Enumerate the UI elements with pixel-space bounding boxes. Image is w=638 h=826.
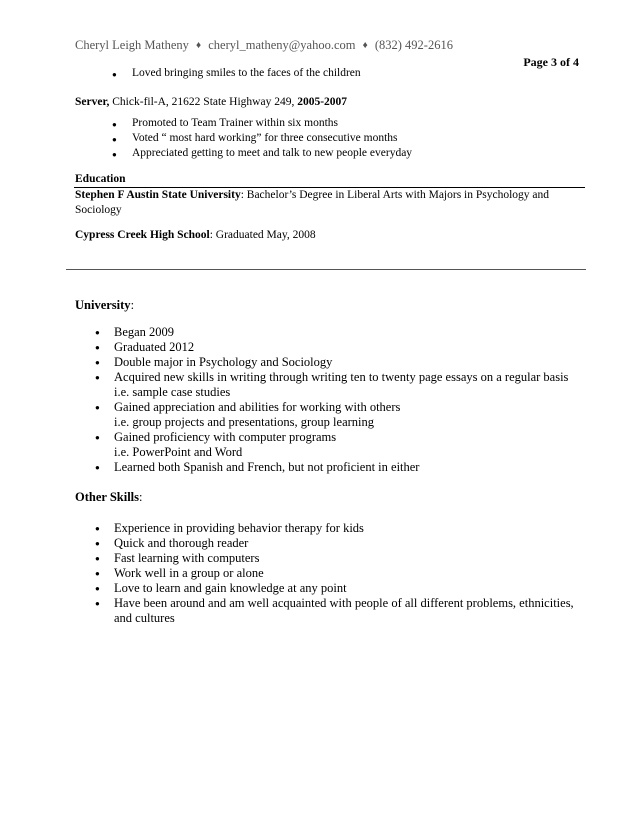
section-divider xyxy=(66,269,586,270)
header-name: Cheryl Leigh Matheny xyxy=(75,38,189,52)
server-bullet-list xyxy=(112,117,413,162)
education-divider xyxy=(74,187,585,188)
cypress-entry: Cypress Creek High School: Graduated May, 2008 xyxy=(75,229,316,241)
list-item: ● Learned both Spanish and French, but not proficient in either xyxy=(95,460,420,474)
list-item: ● Work well in a group or alone xyxy=(95,566,264,580)
bullet-icon: ● xyxy=(112,70,117,79)
list-item: ● Acquired new skills in writing through writing ten to twenty page essays on a regular basis i.e. sample case studies xyxy=(95,370,569,399)
university-bullet-list xyxy=(95,325,568,475)
diamond-separator-icon: ♦ xyxy=(196,40,202,51)
list-item: ● Quick and thorough reader xyxy=(95,536,249,550)
university-heading: University: xyxy=(75,298,135,312)
bullet-icon: ● xyxy=(95,524,100,533)
bullet-icon: ● xyxy=(95,539,100,548)
bullet-icon: ● xyxy=(112,150,117,159)
list-item: ● Promoted to Team Trainer within six months xyxy=(112,117,338,129)
list-item: ● Love to learn and gain knowledge at any point xyxy=(95,581,347,595)
list-item: ● Appreciated getting to meet and talk to new people everyday xyxy=(112,147,413,159)
bullet-icon: ● xyxy=(95,343,100,352)
school-name: Stephen F Austin State University xyxy=(75,189,241,201)
bullet-icon: ● xyxy=(112,120,117,129)
bullet-icon: ● xyxy=(95,328,100,337)
server-job-heading xyxy=(75,96,347,108)
bullet-icon: ● xyxy=(112,135,117,144)
sfa-entry-line1: Stephen F Austin State University: Bachelor’s Degree in Liberal Arts with Majors in Psychology and xyxy=(75,189,550,201)
intro-bullet-list xyxy=(112,67,361,82)
list-item: ● Began 2009 xyxy=(95,325,175,339)
bullet-icon: ● xyxy=(95,554,100,563)
bullet-icon: ● xyxy=(95,463,100,472)
other-skills-heading: Other Skills: xyxy=(75,490,143,504)
job-dates: 2005-2007 xyxy=(297,96,348,108)
page-header xyxy=(75,38,453,53)
school-name: Cypress Creek High School xyxy=(75,229,210,241)
job-employer: Chick-fil-A, 21622 State Highway 249, xyxy=(109,96,298,108)
list-item: ● Loved bringing smiles to the faces of the children xyxy=(112,67,361,79)
list-item: ● Have been around and am well acquainted with people of all different problems, ethnicities, and cultures xyxy=(95,596,574,625)
diamond-separator-icon: ♦ xyxy=(362,40,368,51)
bullet-icon: ● xyxy=(95,433,100,442)
bullet-icon: ● xyxy=(95,599,100,608)
bullet-icon: ● xyxy=(95,373,100,382)
bullet-icon: ● xyxy=(95,584,100,593)
bullet-icon: ● xyxy=(95,403,100,412)
sfa-entry-line2: Sociology xyxy=(75,204,122,216)
header-email: cheryl_matheny@yahoo.com xyxy=(208,38,356,52)
education-heading: Education xyxy=(75,173,126,185)
other-skills-bullet-list xyxy=(95,521,574,626)
list-item: ● Fast learning with computers xyxy=(95,551,260,565)
list-item: ● Gained appreciation and abilities for working with others i.e. group projects and presentations, group learning xyxy=(95,400,401,429)
page-number: Page 3 of 4 xyxy=(523,55,579,69)
header-phone: (832) 492-2616 xyxy=(374,38,453,52)
list-item: ● Double major in Psychology and Sociology xyxy=(95,355,333,369)
job-title: Server, xyxy=(75,96,110,108)
list-item: ● Voted “ most hard working” for three consecutive months xyxy=(112,132,398,144)
bullet-icon: ● xyxy=(95,358,100,367)
bullet-icon: ● xyxy=(95,569,100,578)
list-item: ● Graduated 2012 xyxy=(95,340,195,354)
list-item: ● Experience in providing behavior therapy for kids xyxy=(95,521,364,535)
list-item: ● Gained proficiency with computer programs i.e. PowerPoint and Word xyxy=(95,430,337,459)
